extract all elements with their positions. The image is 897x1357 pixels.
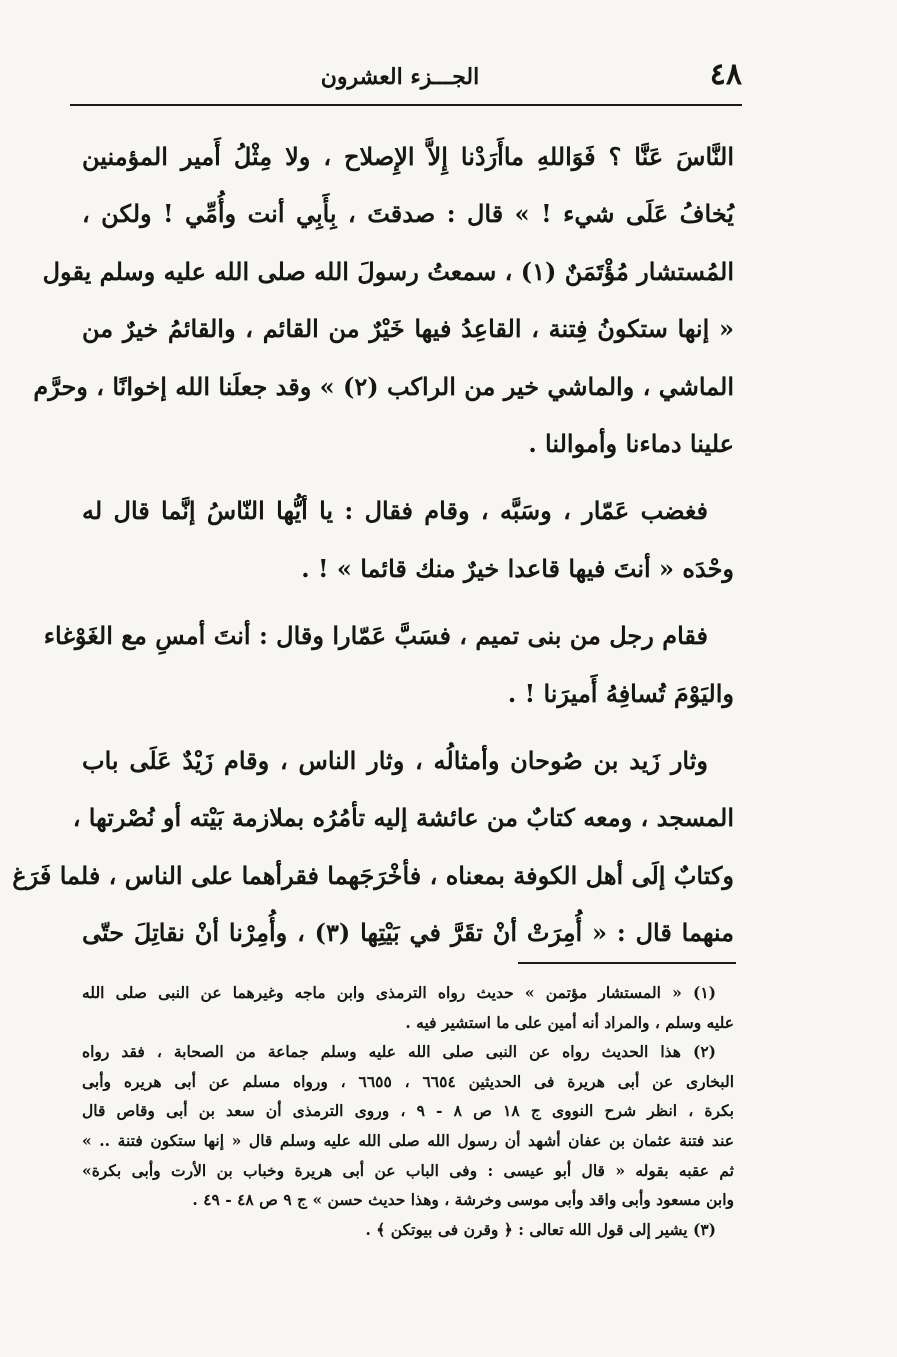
text-line: علينا دماءنا وأموالنا . <box>528 428 734 458</box>
text-line: منهما قال : « أُمِرَتْ أنْ تقَرَّ في بَيْتِها (٣) ، وأُمِرْنا أنْ نقاتِلَ حتّى <box>82 918 735 948</box>
footnote-line: بكرة ، انظر شرح النووى ج ١٨ ص ٨ - ٩ ، وروى الترمذى أن سعد بن أبى وقاص قال <box>82 1101 734 1121</box>
text-line: وكتابٌ إلَى أهل الكوفة بمعناه ، فأخْرَجَهما فقرأهما على الناس ، فلما فَرَغ <box>12 860 734 890</box>
text-line: وحْدَه « أنتَ فيها قاعدا خيرٌ منك قائما » ! . <box>301 553 734 583</box>
header-rule <box>70 104 742 106</box>
text-line: المُستشار مُؤْتَمَنٌ (١) ، سمعتُ رسولَ الله صلى الله عليه وسلم يقول <box>42 256 734 286</box>
footnote-3 <box>82 1215 734 1245</box>
footnote-line: (٣) يشير إلى قول الله تعالى : ﴿ وقرن فى بيوتكن ﴾ . <box>365 1219 716 1239</box>
running-title: الجـــزء العشرون <box>320 64 480 90</box>
text-line: الماشي ، والماشي خير من الراكب (٢) » وقد جعلَنا الله إخوانًا ، وحرَّم <box>33 371 734 401</box>
main-text <box>12 128 735 961</box>
text-line: « إنها ستكونُ فِتنة ، القاعِدُ فيها خَيْرٌ من القائم ، والقائمُ خيرٌ من <box>82 314 734 344</box>
paragraph-4 <box>12 732 735 962</box>
footnote-2 <box>82 1037 734 1215</box>
page-header <box>70 58 742 98</box>
footnote-line: (١) « المستشار مؤتمن » حديث رواه الترمذى وابن ماجه وغيرهما عن النبى صلى الله <box>82 983 716 1002</box>
footnote-line: البخارى عن أبى هريرة فى الحديثين ٦٦٥٤ ، ٦٦٥٥ ، ورواه مسلم عن أبى هريره وأبى <box>82 1071 735 1091</box>
paragraph-1 <box>33 128 734 472</box>
text-line: وثار زَيد بن صُوحان وأمثالُه ، وثار الناس ، وقام زَيْدٌ عَلَى باب <box>82 745 708 775</box>
text-line: واليَوْمَ تُسافِهُ أَميرَنا ! . <box>507 678 734 708</box>
text-line: النَّاسَ عَنَّا ؟ فَوَاللهِ ماأَرَدْنا إِلاَّ الإِصلاح ، ولا مِثْلُ أَمير المؤمنين <box>82 142 734 171</box>
text-line: المسجد ، ومعه كتابٌ من عائشة إليه تأمُرُه بملازمة بَيْته أو نُصْرتها ، <box>72 803 734 833</box>
footnote-rule <box>518 962 736 964</box>
footnote-line: عليه وسلم ، والمراد أنه أمين على ما استشير فيه . <box>405 1012 734 1032</box>
footnote-line: (٢) هذا الحديث رواه عن النبى صلى الله عليه وسلم جماعة من الصحابة ، فقد رواه <box>82 1042 716 1062</box>
footnote-line: عند فتنة عثمان بن عفان أشهد أن رسول الله صلى الله عليه وسلم قال « إنها ستكون فتنة .. » <box>82 1130 734 1150</box>
paragraph-3 <box>43 607 734 722</box>
text-line: يُخافُ عَلَى شيء ! » قال : صدقتَ ، بِأَبِي أنت وأُمِّي ! ولكن ، <box>82 199 734 229</box>
page-number: ٤٨ <box>709 57 742 92</box>
footnote-line: وابن مسعود وأبى واقد وأبى موسى وخرشة ، وهذا حديث حسن » ج ٩ ص ٤٨ - ٤٩ . <box>192 1190 734 1210</box>
paragraph-2 <box>82 482 734 597</box>
footnote-1 <box>82 978 734 1037</box>
footnote-line: ثم عقبه بقوله « قال أبو عيسى : وفى الباب عن أبى هريرة وخباب بن الأرت وأبى بكرة» <box>82 1160 734 1180</box>
text-line: فقام رجل من بنى تميم ، فسَبَّ عَمّارا وقال : أنتَ أمسِ مع الغَوْغاء <box>43 621 708 651</box>
text-line: فغضب عَمّار ، وسَبَّه ، وقام فقال : يا أيُّها النّاسُ إنَّما قال له <box>82 496 708 526</box>
footnotes <box>82 978 734 1244</box>
